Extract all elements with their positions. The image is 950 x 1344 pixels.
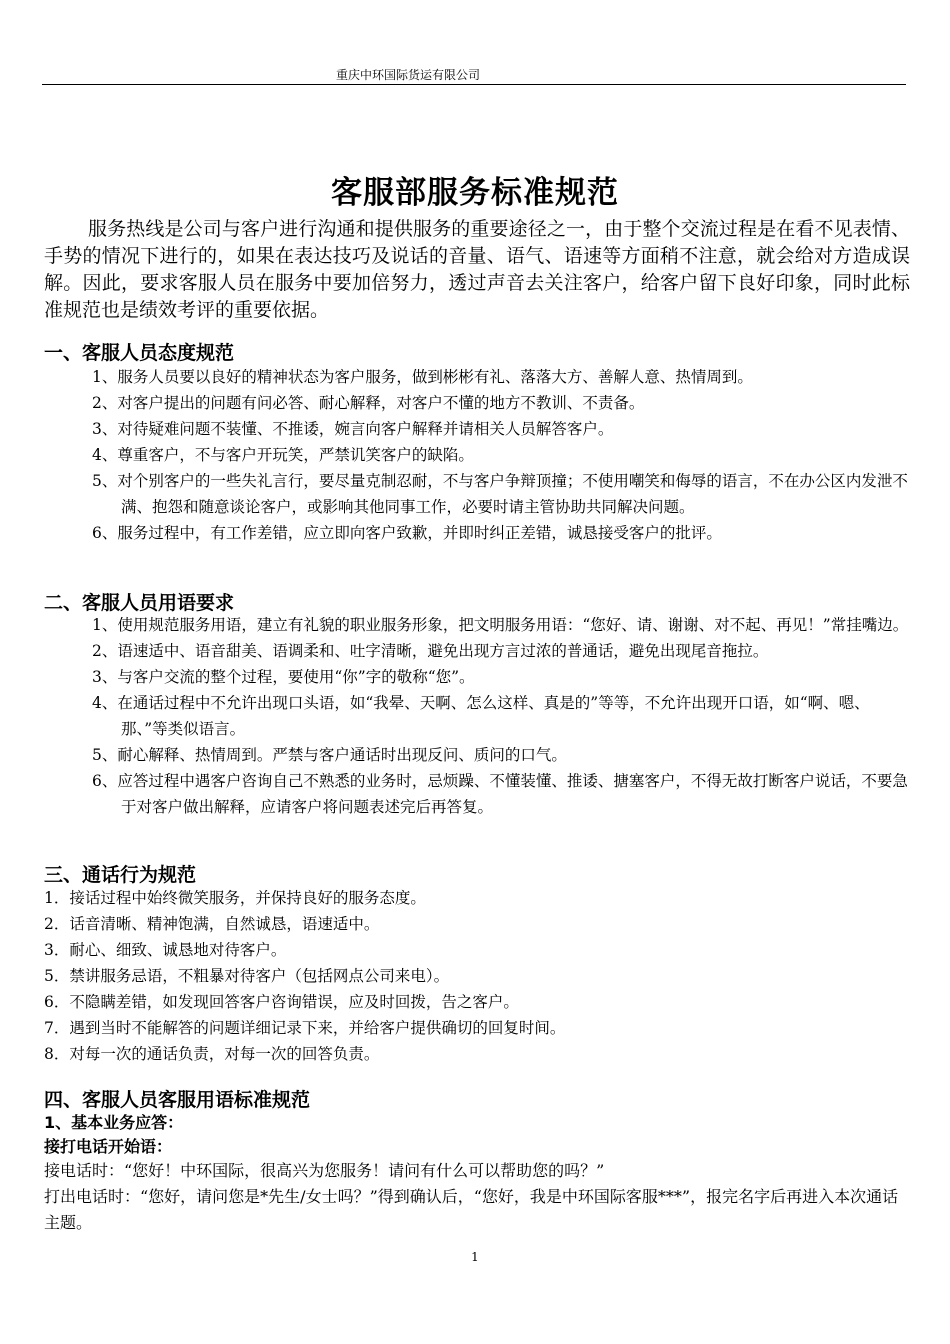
intro-paragraph: 服务热线是公司与客户进行沟通和提供服务的重要途径之一，由于整个交流过程是在看不见表情、手势的情况下进行的，如果在表达技巧及说话的音量、语气、语速等方面稍不注意，就会给对方造成误解。因此，要求客服人员在服务中要加倍努力，透过声音去关注客户，给客户留下良好印象，同时此标准规范也是绩效考评的重要依据。 — [44, 218, 910, 321]
subheading-call-opening: 接打电话开始语： — [44, 1137, 173, 1156]
section-heading-call-behavior: 三、通话行为规范 — [44, 864, 197, 886]
section-heading-standard-phrases: 四、客服人员客服用语标准规范 — [44, 1089, 311, 1111]
list-item: 3、对待疑难问题不装懂、不推诿，婉言向客户解释并请相关人员解答客户。 — [92, 420, 614, 438]
list-item: 1、使用规范服务用语，建立有礼貌的职业服务形象，把文明服务用语：“您好、请、谢谢、对不起、再见！”常挂嘴边。 — [92, 616, 909, 634]
list-item: 5．禁讲服务忌语，不粗暴对待客户（包括网点公司来电）。 — [44, 967, 450, 985]
list-item: 6、服务过程中，有工作差错，应立即向客户致歉，并即时纠正差错，诚恳接受客户的批评。 — [92, 524, 722, 542]
list-item: 1、服务人员要以良好的精神状态为客户服务，做到彬彬有礼、落落大方、善解人意、热情周到。 — [92, 368, 753, 386]
language-list — [92, 612, 910, 820]
list-item: 2、语速适中、语音甜美、语调柔和、吐字清晰，避免出现方言过浓的普通话，避免出现尾音拖拉。 — [92, 642, 769, 660]
subheading-basic-response: 1、基本业务应答： — [44, 1113, 184, 1132]
line-outgoing-call: 打出电话时：“您好，请问您是*先生/女士吗？”得到确认后，“您好，我是中环国际客服***”，报完名字后再进入本次通话主题。 — [44, 1187, 899, 1232]
list-item: 4、在通话过程中不允许出现口头语，如“我晕、天啊、怎么这样、真是的”等等，不允许出现开口语，如“啊、嗯、那、”等类似语言。 — [92, 694, 870, 738]
section-heading-attitude: 一、客服人员态度规范 — [44, 342, 235, 364]
list-item: 4、尊重客户，不与客户开玩笑，严禁讥笑客户的缺陷。 — [92, 446, 474, 464]
list-item: 2．话音清晰、精神饱满，自然诚恳，语速适中。 — [44, 915, 380, 933]
list-item: 6．不隐瞒差错，如发现回答客户咨询错误，应及时回拨，告之客户。 — [44, 993, 519, 1011]
list-item: 6、应答过程中遇客户咨询自己不熟悉的业务时，忌烦躁、不懂装懂、推诿、搪塞客户，不得无故打断客户说话，不要急于对客户做出解释，应请客户将问题表述完后再答复。 — [92, 772, 908, 816]
list-item: 1．接话过程中始终微笑服务，并保持良好的服务态度。 — [44, 889, 426, 907]
list-item: 7．遇到当时不能解答的问题详细记录下来，并给客户提供确切的回复时间。 — [44, 1019, 566, 1037]
line-receive-call: 接电话时：“您好！中环国际，很高兴为您服务！请问有什么可以帮助您的吗？” — [44, 1161, 605, 1180]
section-heading-language: 二、客服人员用语要求 — [44, 592, 235, 614]
list-item: 5、耐心解释、热情周到。严禁与客户通话时出现反问、质问的口气。 — [92, 746, 567, 764]
list-item: 8．对每一次的通话负责，对每一次的回答负责。 — [44, 1045, 380, 1063]
page-header-company: 重庆中环国际货运有限公司 — [336, 68, 481, 82]
list-item: 3．耐心、细致、诚恳地对待客户。 — [44, 941, 287, 959]
call-behavior-list — [44, 885, 910, 1067]
header-divider — [42, 84, 906, 85]
attitude-list — [92, 364, 910, 546]
page-title: 客服部服务标准规范 — [331, 174, 619, 211]
list-item: 5、对个别客户的一些失礼言行，要尽量克制忍耐，不与客户争辩顶撞；不使用嘲笑和侮辱的语言，不在办公区内发泄不满、抱怨和随意谈论客户，或影响其他同事工作，必要时请主管协助共同解决问题。 — [92, 472, 908, 516]
list-item: 3、与客户交流的整个过程，要使用“你”字的敬称“您”。 — [92, 668, 475, 686]
page-number: 1 — [471, 1250, 479, 1264]
list-item: 2、对客户提出的问题有问必答、耐心解释，对客户不懂的地方不教训、不责备。 — [92, 394, 645, 412]
